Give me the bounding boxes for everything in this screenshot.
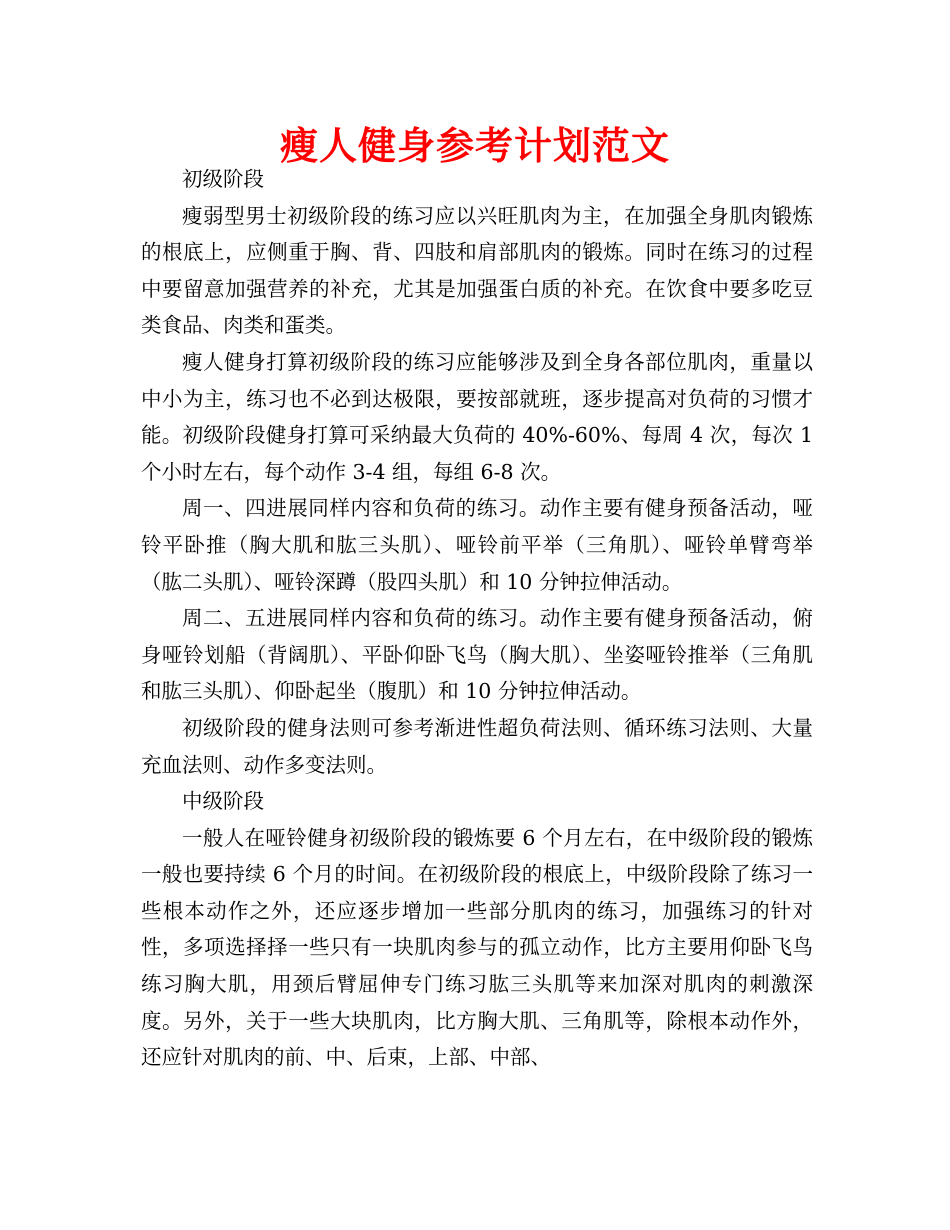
section-heading-beginner: 初级阶段 <box>182 167 264 191</box>
paragraph: 瘦人健身打算初级阶段的练习应能够涉及到全身各部位肌肉，重量以中小为主，练习也不必到达极限，要按部就班，逐步提高对负荷的习惯才能。初级阶段健身打算可采纳最大负荷的 40%-60%、每周 4 次，每次 1 个小时左右，每个动作 3-4 组，每组 6-8 次。 <box>141 349 813 484</box>
paragraph: 初级阶段的健身法则可参考渐进性超负荷法则、循环练习法则、大量充血法则、动作多变法则。 <box>141 715 813 777</box>
paragraph: 一般人在哑铃健身初级阶段的锻炼要 6 个月左右，在中级阶段的锻炼一般也要持续 6 个月的时间。在初级阶段的根底上，中级阶段除了练习一些根本动作之外，还应逐步增加一些部分肌肉的练习，加强练习的针对性，多项选择择一些只有一块肌肉参与的孤立动作，比方主要用仰卧飞鸟练习胸大肌，用颈后臂屈伸专门练习肱三头肌等来加深对肌肉的刺激深度。另外，关于一些大块肌肉，比方胸大肌、三角肌等，除根本动作外，还应针对肌肉的前、中、后束，上部、中部、 <box>141 825 813 1070</box>
document-title: 瘦人健身参考计划范文 <box>279 123 670 168</box>
paragraph: 周一、四进展同样内容和负荷的练习。动作主要有健身预备活动，哑铃平卧推（胸大肌和肱三头肌）、哑铃前平举（三角肌）、哑铃单臂弯举（肱二头肌）、哑铃深蹲（股四头肌）和 10 分钟拉伸活动。 <box>141 496 813 594</box>
paragraph: 瘦弱型男士初级阶段的练习应以兴旺肌肉为主，在加强全身肌肉锻炼的根底上，应侧重于胸、背、四肢和肩部肌肉的锻炼。同时在练习的过程中要留意加强营养的补充，尤其是加强蛋白质的补充。在饮食中要多吃豆类食品、肉类和蛋类。 <box>141 203 813 338</box>
paragraph: 周二、五进展同样内容和负荷的练习。动作主要有健身预备活动，俯身哑铃划船（背阔肌）、平卧仰卧飞鸟（胸大肌）、坐姿哑铃推举（三角肌和肱三头肌）、仰卧起坐（腹肌）和 10 分钟拉伸活动。 <box>141 606 813 704</box>
document-body <box>141 161 813 1076</box>
section-heading-intermediate: 中级阶段 <box>182 789 264 814</box>
